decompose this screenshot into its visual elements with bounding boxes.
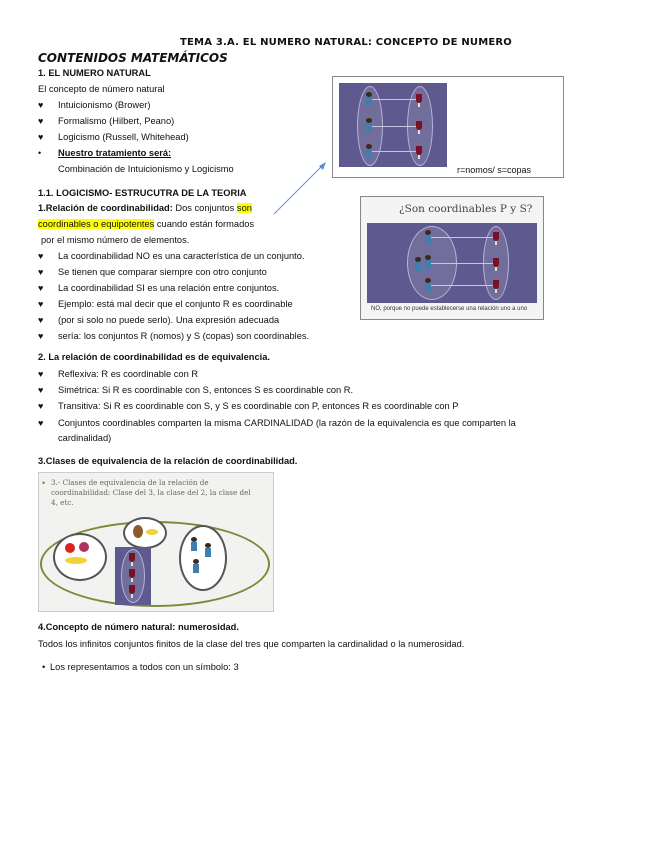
figure-equivalence-classes: [38, 472, 274, 612]
wine-glass-icon: [416, 94, 422, 103]
s11-item: Se tienen que comparar siempre con otro conjunto: [58, 267, 267, 277]
relation-line: [431, 263, 495, 264]
s11-def-pre: Dos conjuntos: [172, 203, 237, 213]
wine-glass-icon: [416, 121, 422, 130]
figure-panel: [367, 223, 537, 303]
bullet-icon: ♥: [38, 418, 44, 428]
gnome-icon: [191, 537, 197, 551]
wine-glass-icon: [493, 280, 499, 289]
relation-line: [371, 126, 416, 127]
figure2-title: ¿Son coordinables P y S?: [399, 203, 533, 215]
s11-def-line1: [38, 203, 252, 213]
fruit-set: [53, 533, 107, 581]
bullet-icon: ♥: [38, 100, 44, 110]
s4-title: 4.Concepto de número natural: numerosidad.: [38, 622, 239, 632]
page-title: TEMA 3.A. EL NUMERO NATURAL: CONCEPTO DE NUMERO: [180, 37, 512, 48]
figure3-text: 3.- Clases de equivalencia de la relación de: [51, 478, 209, 487]
wine-glass-icon: [493, 232, 499, 241]
s11-def-post: cuando están formados: [154, 219, 255, 229]
gnome-icon: [415, 257, 421, 271]
bullet-icon: ♥: [38, 331, 44, 341]
bullet-icon: ♥: [38, 299, 44, 309]
s1-treatment-label: Nuestro tratamiento será:: [58, 148, 172, 158]
s4-bullet: Los representamos a todos con un símbolo: 3: [50, 662, 239, 672]
figure-sets-r-s: [332, 76, 564, 178]
s4-text: Todos los infinitos conjuntos finitos de la clase del tres que comparten la cardinalidad o la numerosidad.: [38, 639, 465, 649]
dot-icon: •: [38, 148, 42, 158]
figure3-text: 4, etc.: [51, 498, 74, 507]
pear-icon: [133, 525, 143, 538]
wine-glass-icon: [493, 258, 499, 267]
wine-glass-icon: [129, 569, 135, 578]
figure2-caption: NO, porque no puede establecerse una relación uno a uno: [371, 306, 528, 312]
banana-icon: [146, 529, 158, 535]
gnome-icon: [366, 144, 372, 158]
s11-def-line2: [38, 219, 254, 229]
relation-line: [431, 237, 495, 238]
s2-item: Reflexiva: R es coordinable con R: [58, 369, 199, 379]
s11-item: (por si solo no puede serlo). Una expresión adecuada: [58, 315, 280, 325]
s11-title: 1.1. LOGICISMO- ESTRUCUTRA DE LA TEORIA: [38, 188, 247, 198]
gnome-icon: [366, 92, 372, 106]
figure-p-s: [360, 196, 544, 320]
bullet-icon: ♥: [38, 116, 44, 126]
bullet-icon: ♥: [38, 283, 44, 293]
figure-panel: [339, 83, 447, 167]
figure3-text: coordinabilidad: Clase del 3, la clase del 2, la clase del: [51, 488, 251, 497]
gnome-icon: [193, 559, 199, 573]
wine-glass-icon: [416, 146, 422, 155]
s11-highlight-coordinables: coordinables o equipotentes: [38, 219, 155, 229]
gnome-icon: [425, 255, 431, 269]
section-heading: CONTENIDOS MATEMÁTICOS: [38, 51, 228, 65]
s1-item: Intuicionismo (Brower): [58, 100, 151, 110]
s2-item-cont: cardinalidad): [58, 433, 112, 443]
bullet-icon: ♥: [38, 267, 44, 277]
gnome-icon: [425, 230, 431, 244]
wine-glass-icon: [129, 585, 135, 594]
s11-item: La coordinabilidad NO es una característica de un conjunto.: [58, 251, 305, 261]
s2-item: Conjuntos coordinables comparten la misma CARDINALIDAD (la razón de la equivalencia es que comparten la: [58, 418, 516, 428]
apple-icon: [65, 543, 75, 553]
s3-title: 3.Clases de equivalencia de la relación de coordinabilidad.: [38, 456, 298, 466]
banana-icon: [65, 557, 87, 564]
bullet-icon: ♥: [38, 385, 44, 395]
s2-item: Simétrica: Si R es coordinable con S, entonces S es coordinable con R.: [58, 385, 354, 395]
strawberry-icon: [79, 542, 89, 552]
s11-highlight-son: son: [236, 203, 252, 213]
dot-icon: •: [42, 662, 46, 672]
bullet-icon: ♥: [38, 315, 44, 325]
gnome-icon: [205, 543, 211, 557]
arrow-connector: [270, 158, 330, 218]
s11-def-label: 1.Relación de coordinabilidad:: [38, 203, 173, 213]
relation-line: [371, 151, 416, 152]
s11-item: sería: los conjuntos R (nomos) y S (copas) son coordinables.: [58, 331, 310, 341]
glass-panel: [115, 547, 151, 605]
bullet-icon: ♥: [38, 132, 44, 142]
wine-glass-icon: [129, 553, 135, 562]
relation-line: [371, 99, 416, 100]
s2-title: 2. La relación de coordinabilidad es de equivalencia.: [38, 352, 270, 362]
gnome-icon: [366, 118, 372, 132]
s1-title: 1. EL NUMERO NATURAL: [38, 68, 151, 78]
dot-icon: •: [42, 478, 46, 488]
s11-item: Ejemplo: está mal decir que el conjunto R es coordinable: [58, 299, 293, 309]
s1-intro: El concepto de número natural: [38, 84, 165, 94]
s1-treatment-text: Combinación de Intuicionismo y Logicismo: [58, 164, 234, 174]
s11-item: La coordinabilidad SI es una relación entre conjuntos.: [58, 283, 280, 293]
bullet-icon: ♥: [38, 251, 44, 261]
s1-item: Logicismo (Russell, Whitehead): [58, 132, 189, 142]
bullet-icon: ♥: [38, 369, 44, 379]
s11-def-line3: por el mismo número de elementos.: [41, 235, 190, 245]
bullet-icon: ♥: [38, 401, 44, 411]
s2-item: Transitiva: Si R es coordinable con S, y S es coordinable con P, entonces R es coordinable con P: [58, 401, 459, 411]
relation-line: [431, 285, 495, 286]
gnome-icon: [425, 278, 431, 292]
food-set: [123, 517, 167, 549]
figure1-caption: r=nomos/ s=copas: [457, 165, 532, 175]
s1-item: Formalismo (Hilbert, Peano): [58, 116, 175, 126]
gnome-set: [179, 525, 227, 591]
